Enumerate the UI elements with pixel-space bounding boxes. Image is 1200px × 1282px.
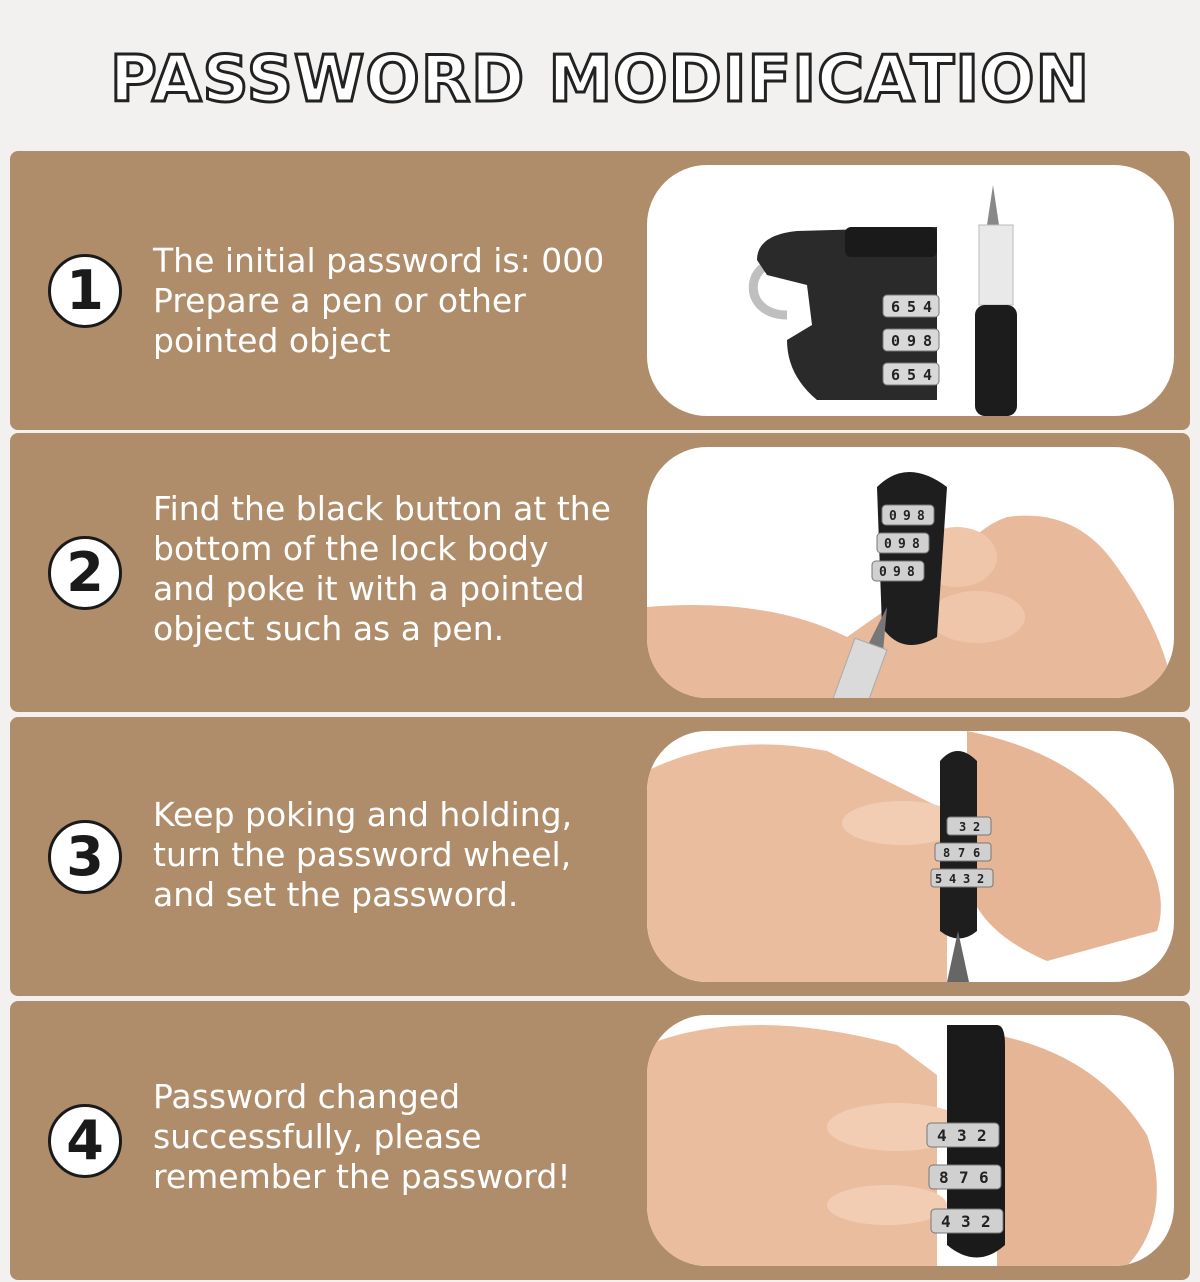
dial-digit: 6 xyxy=(973,846,981,860)
step-line: Password changed xyxy=(153,1077,461,1116)
setting-password-illustration xyxy=(647,731,1174,982)
step-line: Keep poking and holding, xyxy=(153,795,573,834)
pen-icon xyxy=(975,185,1017,416)
step-photo xyxy=(647,731,1174,982)
dial-digit: 2 xyxy=(981,1212,991,1231)
dial-digit: 4 xyxy=(949,872,957,886)
dial-digit: 5 xyxy=(907,298,917,316)
step-line: turn the password wheel, xyxy=(153,835,572,874)
dial-digit: 0 xyxy=(879,565,887,580)
step-panel-1 xyxy=(10,151,1190,430)
dial-digit: 8 xyxy=(912,537,920,552)
dial-digit: 3 xyxy=(959,820,967,834)
dial-digit: 6 xyxy=(979,1168,989,1187)
dial-digit: 5 xyxy=(935,872,943,886)
step-number-badge: 1 xyxy=(48,254,122,328)
step-panel-2 xyxy=(10,433,1190,712)
pen-tip-icon xyxy=(947,931,969,982)
step-photo xyxy=(647,447,1174,698)
step-line: object such as a pen. xyxy=(153,609,505,648)
dial-digit: 2 xyxy=(973,820,981,834)
step-panel-4 xyxy=(10,1001,1190,1280)
dial-digit: 8 xyxy=(943,846,951,860)
step-line: pointed object xyxy=(153,321,391,360)
step-line: and poke it with a pointed xyxy=(153,569,585,608)
dial-digit: 2 xyxy=(977,1126,987,1145)
dial-digit: 9 xyxy=(903,509,911,524)
dial-digit: 4 xyxy=(937,1126,947,1145)
step-photo xyxy=(647,165,1174,416)
step-description xyxy=(153,241,633,361)
step-number-badge: 4 xyxy=(48,1104,122,1178)
dial-digit: 9 xyxy=(907,332,917,350)
dial-digit: 0 xyxy=(891,332,901,350)
dial-digit: 3 xyxy=(963,872,971,886)
page-title: PASSWORD MODIFICATION xyxy=(109,43,1091,117)
dial-digit: 3 xyxy=(961,1212,971,1231)
dial-row xyxy=(927,1123,1003,1233)
step-line: The initial password is: 000 xyxy=(153,241,605,280)
dial-digit: 2 xyxy=(977,872,985,886)
dial-digit: 4 xyxy=(923,366,933,384)
hand-poking-lock-illustration xyxy=(647,447,1174,698)
dial-digit: 8 xyxy=(917,509,925,524)
step-number-badge: 3 xyxy=(48,820,122,894)
step-line: remember the password! xyxy=(153,1157,571,1196)
padlock-with-pen-illustration xyxy=(647,165,1174,416)
dial-digit: 7 xyxy=(959,1168,969,1187)
step-description xyxy=(153,795,633,915)
dial-digit: 8 xyxy=(923,332,933,350)
dial-digit: 3 xyxy=(957,1126,967,1145)
dial-row xyxy=(883,295,939,385)
dial-digit: 7 xyxy=(958,846,966,860)
hand-shape xyxy=(647,744,947,982)
dial-digit: 4 xyxy=(941,1212,951,1231)
step-description xyxy=(153,1077,633,1197)
dial-digit: 8 xyxy=(939,1168,949,1187)
lock-body-icon xyxy=(877,472,947,645)
dial-digit: 5 xyxy=(907,366,917,384)
step-panel-3 xyxy=(10,717,1190,996)
password-set-illustration xyxy=(647,1015,1174,1266)
step-photo xyxy=(647,1015,1174,1266)
dial-digit: 6 xyxy=(891,366,901,384)
dial-digit: 4 xyxy=(923,298,933,316)
step-line: Prepare a pen or other xyxy=(153,281,526,320)
dial-digit: 0 xyxy=(884,537,892,552)
dial-digit: 9 xyxy=(898,537,906,552)
step-line: bottom of the lock body xyxy=(153,529,549,568)
dial-digit: 8 xyxy=(907,565,915,580)
step-line: successfully, please xyxy=(153,1117,482,1156)
dial-digit: 0 xyxy=(889,509,897,524)
dial-digit: 9 xyxy=(893,565,901,580)
step-line: and set the password. xyxy=(153,875,519,914)
step-line: Find the black button at the xyxy=(153,489,611,528)
step-description xyxy=(153,489,633,649)
dial-digit: 6 xyxy=(891,298,901,316)
step-number-badge: 2 xyxy=(48,536,122,610)
